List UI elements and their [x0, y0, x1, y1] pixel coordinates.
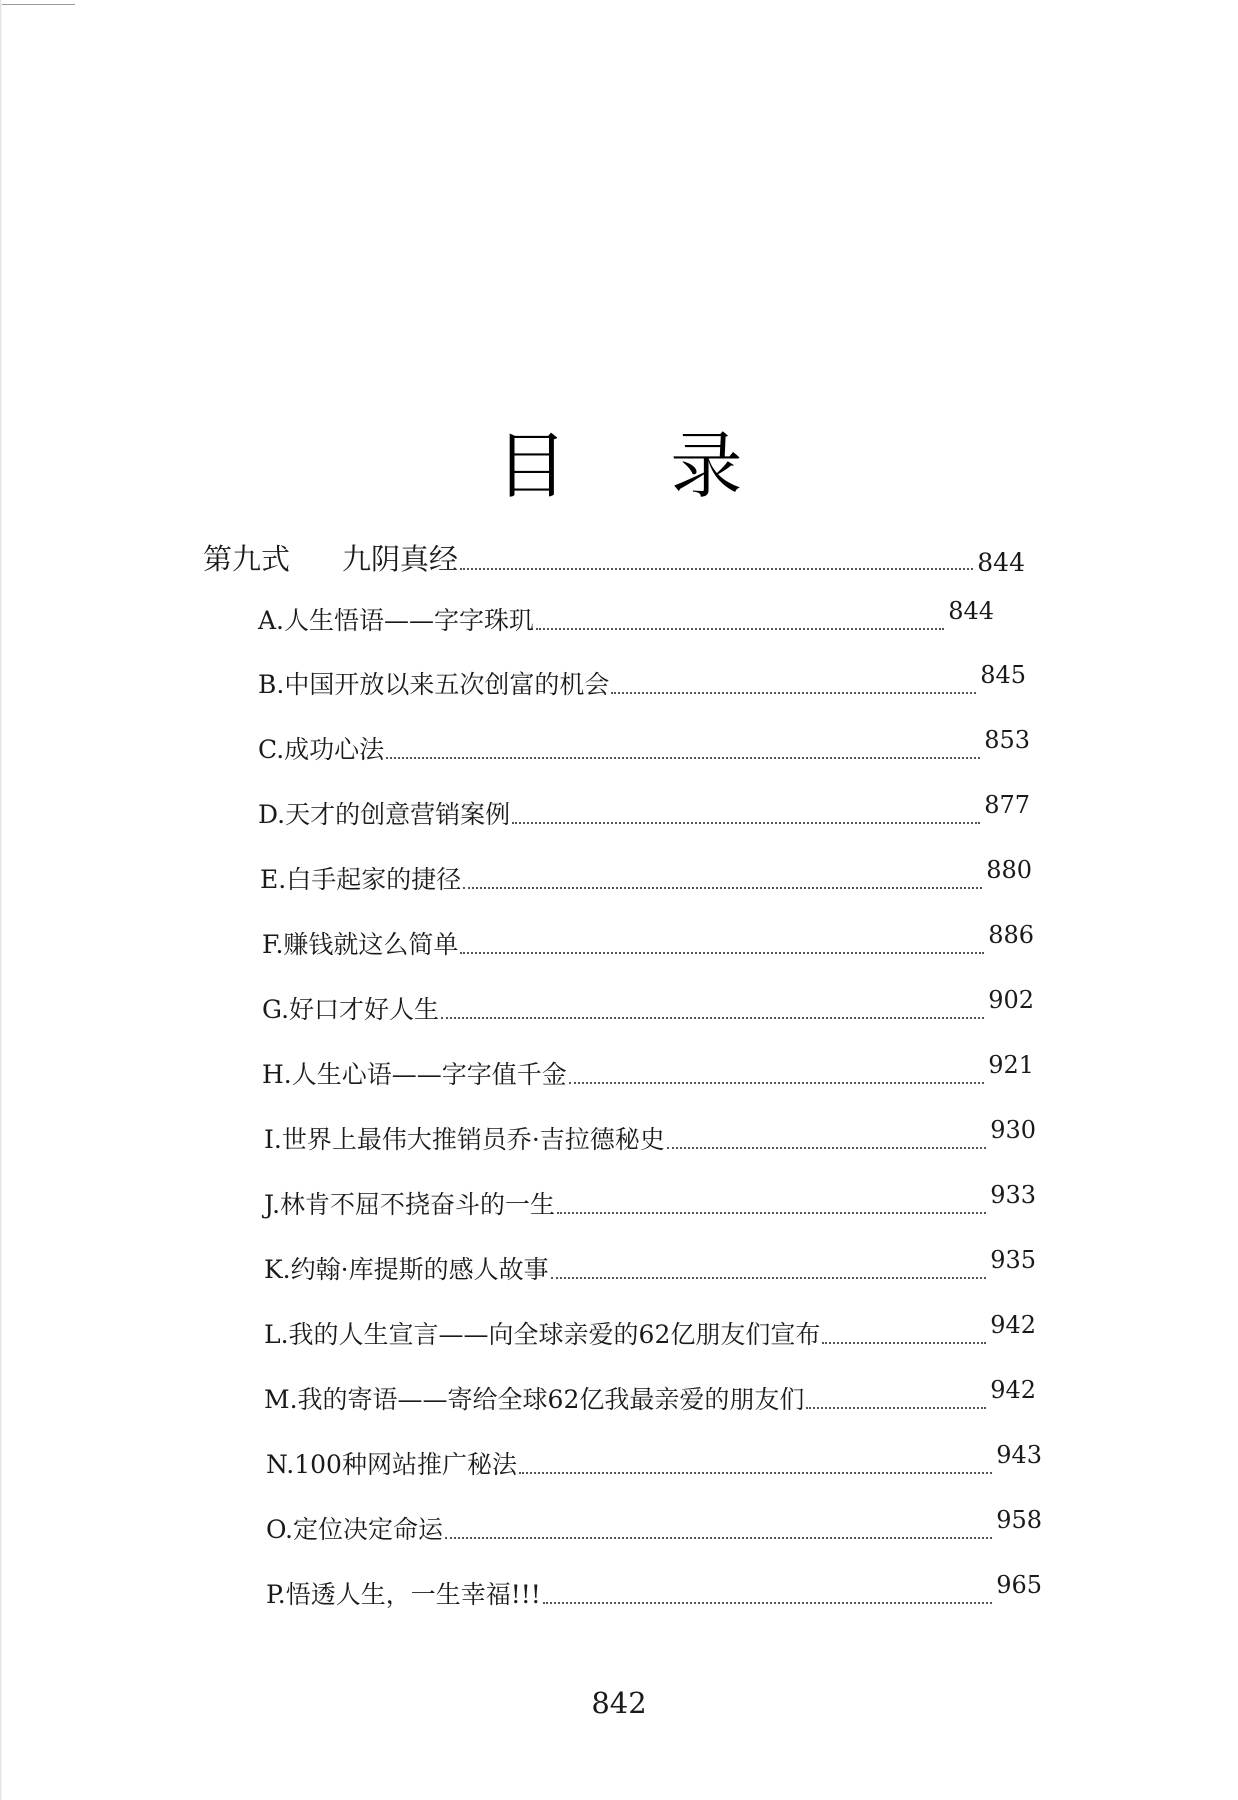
toc-entry-page: 935	[990, 1246, 1036, 1274]
page-title: 目 录	[495, 424, 783, 508]
toc-entry-page: 921	[988, 1051, 1034, 1079]
toc-leader-dots	[611, 692, 976, 694]
toc-entry-page: 942	[990, 1311, 1036, 1339]
toc-leader-dots	[460, 952, 984, 954]
toc-leader-dots	[822, 1342, 986, 1344]
toc-entry-page: 844	[948, 597, 994, 625]
toc-leader-dots	[460, 568, 973, 570]
toc-entry-page: 880	[986, 856, 1032, 884]
toc-entry-label: I.世界上最伟大推销员乔·吉拉德秘史	[264, 1125, 665, 1154]
toc-entry-o	[266, 1506, 1042, 1546]
toc-entry-page: 933	[990, 1181, 1036, 1209]
toc-entry-p	[266, 1571, 1042, 1611]
toc-entry-b	[258, 661, 1026, 701]
toc-entry-label: F.赚钱就这么简单	[262, 930, 459, 959]
toc-entry-label: C.成功心法	[258, 735, 385, 764]
toc-entry-a	[258, 597, 994, 637]
chapter-page-number: 844	[977, 548, 1025, 577]
toc-entry-j	[264, 1181, 1036, 1221]
toc-entry-label: P.悟透人生，一生幸福!!!	[266, 1580, 541, 1609]
toc-entry-page: 965	[996, 1571, 1042, 1599]
toc-entry-page: 930	[990, 1116, 1036, 1144]
toc-entry-d	[258, 791, 1030, 831]
toc-entry-h	[262, 1051, 1034, 1091]
toc-entry-e	[260, 856, 1032, 896]
toc-entry-label: B.中国开放以来五次创富的机会	[258, 670, 610, 699]
toc-entry-label: E.白手起家的捷径	[260, 865, 462, 894]
toc-entry-label: G.好口才好人生	[262, 995, 440, 1024]
toc-entry-label: D.天才的创意营销案例	[258, 800, 511, 829]
toc-entry-page: 845	[980, 661, 1026, 689]
toc-entry-page: 853	[984, 726, 1030, 754]
toc-entry-k	[264, 1246, 1036, 1286]
chapter-number: 第九式	[203, 542, 291, 576]
toc-leader-dots	[512, 822, 980, 824]
toc-entry-label: J.林肯不屈不挠奋斗的一生	[264, 1190, 556, 1219]
toc-entry-page: 902	[988, 986, 1034, 1014]
toc-entry-f	[262, 921, 1034, 961]
toc-chapter-row	[203, 543, 1025, 577]
toc-entry-i	[264, 1116, 1036, 1156]
footer-page-number: 842	[591, 1686, 647, 1720]
toc-leader-dots	[519, 1472, 992, 1474]
toc-entry-c	[258, 726, 1030, 766]
toc-leader-dots	[569, 1082, 984, 1084]
toc-leader-dots	[463, 887, 982, 889]
toc-leader-dots	[667, 1147, 986, 1149]
toc-leader-dots	[543, 1602, 992, 1604]
toc-entry-page: 886	[988, 921, 1034, 949]
toc-entry-label: A.人生悟语——字字珠玑	[258, 606, 535, 635]
toc-leader-dots	[551, 1277, 987, 1279]
toc-entry-g	[262, 986, 1034, 1026]
toc-leader-dots	[557, 1212, 986, 1214]
toc-entry-label: O.定位决定命运	[266, 1515, 443, 1544]
toc-entry-page: 942	[990, 1376, 1036, 1404]
toc-entry-l	[264, 1311, 1036, 1351]
chapter-name: 九阴真经	[342, 542, 459, 576]
toc-leader-dots	[441, 1017, 984, 1019]
toc-entry-label: L.我的人生宣言——向全球亲爱的62亿朋友们宣布	[264, 1320, 821, 1349]
toc-entry-label: K.约翰·库提斯的感人故事	[264, 1255, 549, 1284]
toc-entry-page: 958	[996, 1506, 1042, 1534]
toc-entry-page: 943	[996, 1441, 1042, 1469]
toc-entry-m	[264, 1376, 1036, 1416]
toc-leader-dots	[386, 757, 980, 759]
toc-entry-label: H.人生心语——字字值千金	[262, 1060, 567, 1089]
toc-leader-dots	[806, 1407, 986, 1409]
toc-leader-dots	[536, 628, 944, 630]
toc-entry-label: N.100种网站推广秘法	[266, 1450, 517, 1479]
toc-entry-label: M.我的寄语——寄给全球62亿我最亲爱的朋友们	[264, 1385, 805, 1414]
toc-entry-n	[266, 1441, 1042, 1481]
toc-entry-page: 877	[984, 791, 1030, 819]
toc-leader-dots	[445, 1537, 992, 1539]
